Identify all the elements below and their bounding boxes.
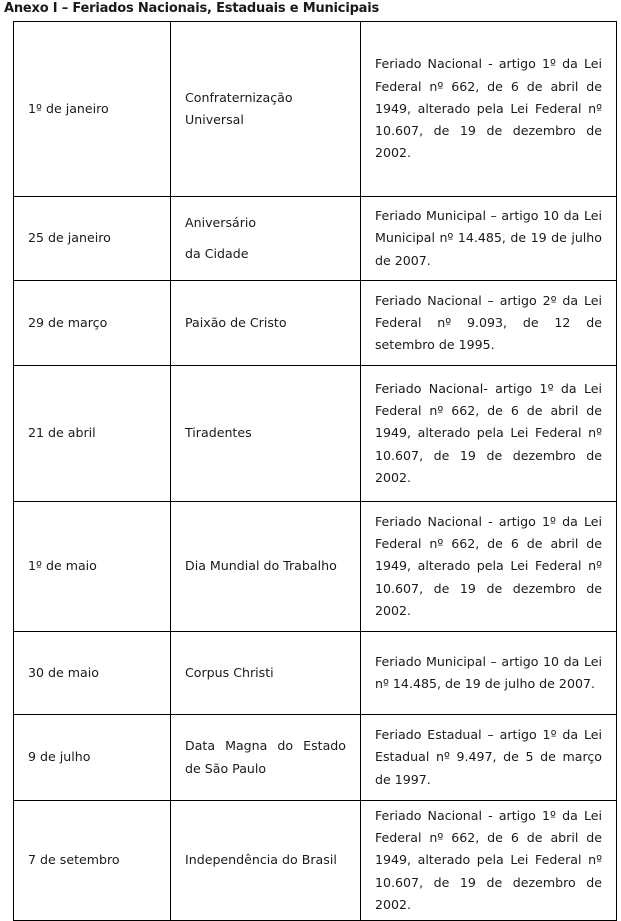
legal-basis: Feriado Nacional - artigo 1º da Lei Federal nº 662, de 6 de abril de 1949, alterado pela Lei Federal nº 10.607, de 19 de dezembro de 2002. — [361, 801, 617, 921]
holiday-date: 9 de julho — [14, 715, 171, 801]
table-row — [14, 801, 617, 921]
holiday-date: 1º de maio — [14, 502, 171, 632]
holiday-name: Corpus Christi — [171, 632, 361, 715]
legal-basis: Feriado Municipal – artigo 10 da Lei Municipal nº 14.485, de 19 de julho de 2007. — [361, 197, 617, 281]
holiday-name: Paixão de Cristo — [171, 281, 361, 366]
holiday-name: Data Magna do Estado de São Paulo — [171, 715, 361, 801]
table-row — [14, 502, 617, 632]
table-row — [14, 197, 617, 281]
legal-basis: Feriado Nacional - artigo 1º da Lei Federal nº 662, de 6 de abril de 1949, alterado pela Lei Federal nº 10.607, de 19 de dezembro de 2002. — [361, 22, 617, 197]
table-row — [14, 366, 617, 502]
holiday-name-line: Aniversário — [185, 214, 257, 230]
holiday-name: Confraternização Universal — [171, 22, 361, 197]
document-title: Anexo I – Feriados Nacionais, Estaduais e Municipais — [4, 1, 380, 16]
table-row — [14, 281, 617, 366]
table-row — [14, 22, 617, 197]
holidays-table — [13, 21, 617, 921]
holiday-name: Dia Mundial do Trabalho — [171, 502, 361, 632]
holiday-date: 1º de janeiro — [14, 22, 171, 197]
holiday-date: 29 de março — [14, 281, 171, 366]
table-row — [14, 715, 617, 801]
holiday-date: 25 de janeiro — [14, 197, 171, 281]
holiday-name-line: da Cidade — [185, 246, 249, 261]
legal-basis: Feriado Estadual – artigo 1º da Lei Estadual nº 9.497, de 5 de março de 1997. — [361, 715, 617, 801]
table-row — [14, 632, 617, 715]
holiday-name: Tiradentes — [171, 366, 361, 502]
holiday-date: 21 de abril — [14, 366, 171, 502]
holiday-date: 7 de setembro — [14, 801, 171, 921]
legal-basis: Feriado Nacional - artigo 1º da Lei Federal nº 662, de 6 de abril de 1949, alterado pela Lei Federal nº 10.607, de 19 de dezembro de 2002. — [361, 502, 617, 632]
legal-basis: Feriado Municipal – artigo 10 da Lei nº 14.485, de 19 de julho de 2007. — [361, 632, 617, 715]
legal-basis: Feriado Nacional – artigo 2º da Lei Federal nº 9.093, de 12 de setembro de 1995. — [361, 281, 617, 366]
holiday-date: 30 de maio — [14, 632, 171, 715]
legal-basis: Feriado Nacional- artigo 1º da Lei Federal nº 662, de 6 de abril de 1949, alterado pela Lei Federal nº 10.607, de 19 de dezembro de 2002. — [361, 366, 617, 502]
holiday-name — [171, 197, 361, 281]
holiday-name: Independência do Brasil — [171, 801, 361, 921]
